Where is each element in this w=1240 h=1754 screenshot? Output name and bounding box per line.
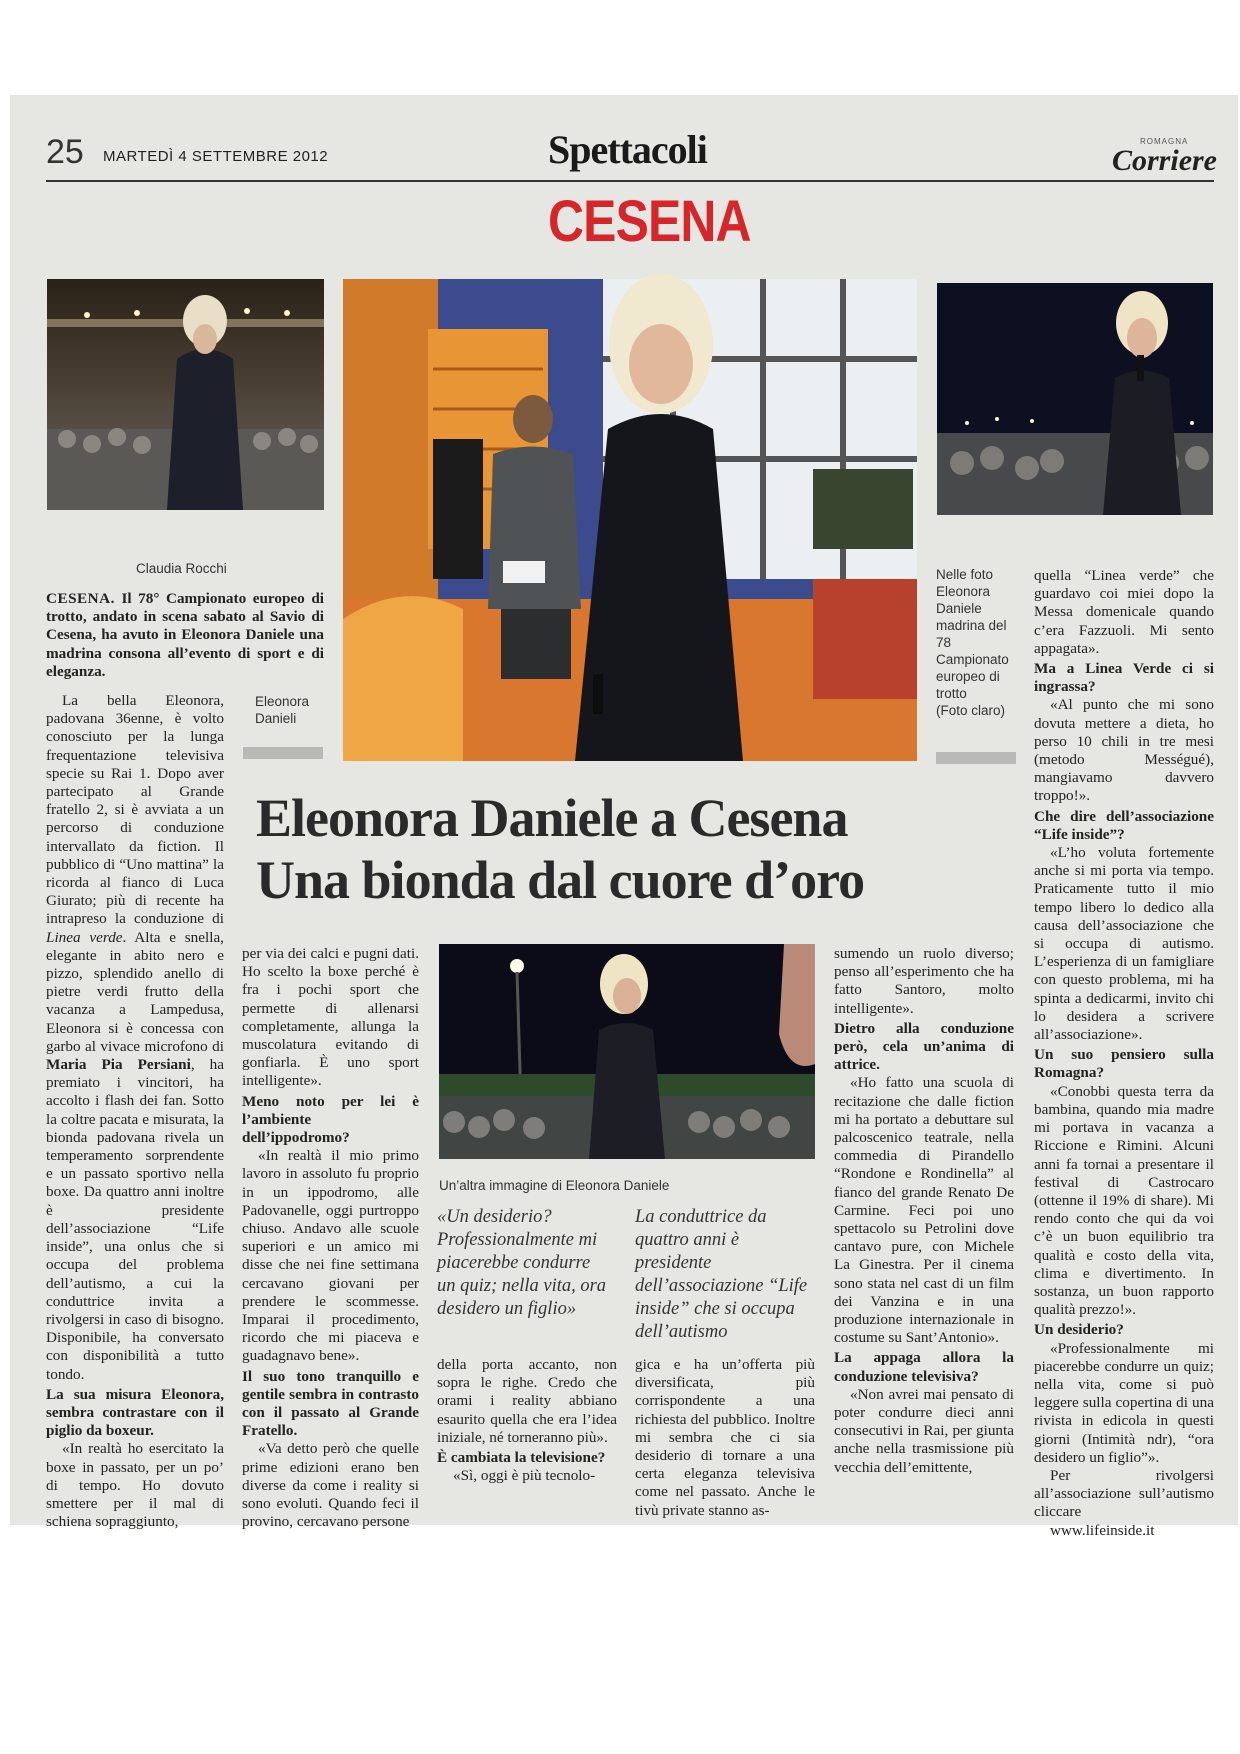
caption-line: 78 [936, 635, 952, 650]
interview-answer: della porta accanto, non sopra le righe. Credo che orami i reality abbiano esaurito quella che era l’idea iniziale, né torneranno più». [437, 1356, 617, 1446]
article-column-4 [635, 1356, 815, 1519]
article-column-6 [1034, 567, 1214, 1539]
interview-answer: «In realtà il mio primo lavoro in assoluto fu proprio in un ippodromo, alle Padovanelle, oggi purtroppo chiuso. Andavo alle scuole superiori e un amico mi disse che nei fine settimana cercavano giovani per prendere le scommesse. Imparai il procedimento, ricordo che mi piaceva e guadagnavo bene». [242, 1147, 419, 1365]
headline-line-1: Eleonora Daniele a Cesena [256, 788, 848, 848]
photo-credit: Claudia Rocchi [136, 561, 227, 576]
photo-hippodrome-left [47, 279, 324, 510]
interview-answer: per via dei calci e pugni dati. Ho scelto la boxe perché è fra i pochi sport che permette di allenarsi completamente, allunga la muscolatura evitando di gonfiarla. È uno sport intelligente». [242, 945, 419, 1090]
page-number: 25 [46, 133, 84, 171]
interview-question: È cambiata la televisione? [437, 1449, 606, 1467]
caption-line: Campionato [936, 652, 1009, 667]
caption-line: (Foto claro) [936, 703, 1006, 718]
photo-caption-night: Un’altra immagine di Eleonora Daniele [439, 1178, 670, 1193]
newspaper-logo-small: ROMAGNA [1140, 137, 1189, 146]
interview-question: La sua misura Eleonora, sembra contrastare con il piglio da boxeur. [46, 1385, 224, 1440]
pull-quote-association: La conduttrice da quattro anni è presidente dell’associazione “Life inside” che si occupa dell’autismo [635, 1207, 808, 1342]
website-link[interactable]: www.lifeinside.it [1050, 1521, 1155, 1539]
pull-quote-desire: «Un desiderio? Professionalmente mi piacerebbe condurre un quiz; nella vita, ora desidero un figlio» [437, 1207, 607, 1319]
article-column-1 [46, 692, 224, 1531]
photo-night-track [439, 944, 815, 1159]
interview-question: Meno noto per lei è l’ambiente dell’ippodromo? [242, 1092, 419, 1147]
photo-studio-main [343, 279, 917, 761]
interview-answer: gica e ha un’offerta più diversificata, più corrispondente a una richiesta del pubblico. Inoltre mi sembra che ci sia desiderio di tornare a una certa eleganza televisiva come nel passato. Anche le tivù private stanno as- [635, 1356, 815, 1519]
photo-microphone-right-image [937, 283, 1213, 515]
caption-line: Nelle foto [936, 567, 994, 582]
divider-bar [936, 752, 1016, 764]
interview-answer: «Al punto che mi sono dovuta mettere a dieta, ho perso 10 chili in tre mesi (metodo Mességué), mangiavamo davvero troppo!». [1034, 696, 1214, 805]
interview-question: Un suo pensiero sulla Romagna? [1034, 1046, 1214, 1082]
photo-night-track-image [439, 944, 815, 1159]
interview-question: Il suo tono tranquillo e gentile sembra in contrasto con il passato al Grande Fratello. [242, 1367, 419, 1440]
article-paragraph: La bella Eleonora, padovana 36enne, è volto conosciuto per la lunga frequentazione televisiva specie su Rai 1. Dopo aver partecipato al Grande fratello 2, si è avviata a un percorso di conduzione intervallato da fiction. Il pubblico di “Uno mattina” la ricorda al fianco di Luca Giurato; più di recente ha intrapreso la conduzione di Linea verde. Alta e snella, elegante in abito nero e pizzo, splendido anello di pietre verdi frutto della vacanza a Lampedusa, Eleonora si è concessa con garbo al vivace microfono di Maria Pia Persiani, ha premiato i vincitori, ha accolto i flash dei fan. Sotto la coltre pacata e misurata, la bionda padovana rivela un temperamento sorprendente e un passato sportivo nella boxe. Da quattro anni inoltre è presidente dell’associazione “Life inside”, una onlus che si occupa del problema dell’autismo, a cui la conduttrice invita a rivolgersi in caso di bisogno. Disponibile, ha conversato con disponibilità a tutto tondo. [46, 692, 224, 1383]
interview-answer: «Va detto però che quelle prime edizioni erano ben diverse da come i reality si sono evoluti. Quando feci il provino, cercavano persone [242, 1440, 419, 1531]
caption-line: trotto [936, 686, 967, 701]
divider-bar [243, 747, 323, 759]
caption-line: europeo di [936, 669, 1000, 684]
interview-answer: sumendo un ruolo diverso; penso all’esperimento che ha fatto Santoro, molto intelligente». [834, 945, 1014, 1017]
caption-line: Eleonora [936, 584, 991, 599]
lead-dateline: CESENA. [46, 590, 115, 607]
interview-answer: «In realtà ho esercitato la boxe in passato, per un po’ di tempo. Ho dovuto smettere per il mal di schiena sopraggiunto, [46, 1440, 224, 1531]
photo-studio-main-image [343, 279, 917, 761]
interview-answer: «Non avrei mai pensato di poter condurre dieci anni consecutivi in Rai, per giunta anche nella trasmissione più vecchia dell’emittente, [834, 1385, 1014, 1476]
interview-answer: «Conobbi questa terra da bambina, quando mia madre mi portava in vacanza a Riccione e Rimini. Alcuni anni fa tornai a presentare il festival di Castrocaro (ottenne il 19% di share). Mi rendo conto che qui da voi c’è un buon equilibrio tra qualità e costo della vita, clima e divertimento. In sostanza, un buon rapporto qualità prezzo!». [1034, 1082, 1214, 1319]
interview-answer: «Professionalmente mi piacerebbe condurre un quiz; nella vita, come si può leggere sulla copertina di una rivista in edicola in questi giorni (Intimità ndr), “ora desidero un figlio”». [1034, 1339, 1214, 1466]
interview-answer: quella “Linea verde” che guardavo coi miei dopo la Messa domenicale quando c’era Fazzuoli. Mi sento appagata». [1034, 567, 1214, 657]
interview-answer: Per rivolgersi all’associazione sull’autismo cliccare [1034, 1466, 1214, 1521]
photo-caption-block [936, 566, 1016, 719]
interview-question: Che dire dell’associazione “Life inside”? [1034, 807, 1214, 843]
lead-paragraph [46, 590, 324, 681]
interview-answer: «Sì, oggi è più tecnolo- [453, 1467, 596, 1485]
interview-question: Ma a Linea Verde ci si ingrassa? [1034, 660, 1214, 696]
article-column-2 [242, 945, 419, 1531]
interview-question: Un desiderio? [1034, 1321, 1124, 1339]
photo-caption-name: Eleonora Danieli [255, 694, 310, 726]
photo-microphone-right [937, 283, 1213, 515]
section-title: Spettacoli [548, 127, 707, 172]
article-column-3 [437, 1356, 617, 1507]
newspaper-logo: Corriere [1112, 144, 1217, 177]
interview-answer: «L’ho voluta fortemente anche si mi porta via tempo. Praticamente tutto il mio tempo libero lo dedico alla causa dell’associazione che si occupa di autismo. L’esperienza di un famigliare con questo problema, mi ha spinta a dedicarmi, invito chi lo desidera a scrivere all’associazione». [1034, 844, 1214, 1044]
caption-line: madrina del [936, 618, 1007, 633]
photo-hippodrome-left-image [47, 279, 324, 510]
issue-date: MARTEDÌ 4 SETTEMBRE 2012 [103, 148, 329, 165]
interview-answer: «Ho fatto una scuola di recitazione che dalle fiction mi ha portato a debuttare sul palcoscenico teatrale, nella commedia di Pirandello “Rondone e Rondinella” al fianco del grande Renato De Carmine. Feci poi uno spettacolo su Petrolini dove cantavo pure, con Michele La Ginestra. Per il cinema sono stata nel cast di un film dei Vanzina e in una produzione internazionale in costume su Sant’Antonio». [834, 1074, 1014, 1347]
caption-line: Daniele [936, 601, 982, 616]
interview-question: La appaga allora la conduzione televisiva? [834, 1349, 1014, 1385]
interview-question: Dietro alla conduzione però, cela un’anima di attrice. [834, 1019, 1014, 1074]
city-banner: CESENA [548, 189, 751, 254]
lead-text: Il 78° Campionato europeo di trotto, andato in scena sabato al Savio di Cesena, ha avuto in Eleonora Daniele una madrina consona all’evento di sport e di eleganza. [46, 590, 324, 680]
masthead-rule [46, 180, 1214, 182]
headline [256, 787, 864, 911]
article-column-5 [834, 945, 1014, 1507]
headline-line-2: Una bionda dal cuore d’oro [256, 850, 865, 910]
